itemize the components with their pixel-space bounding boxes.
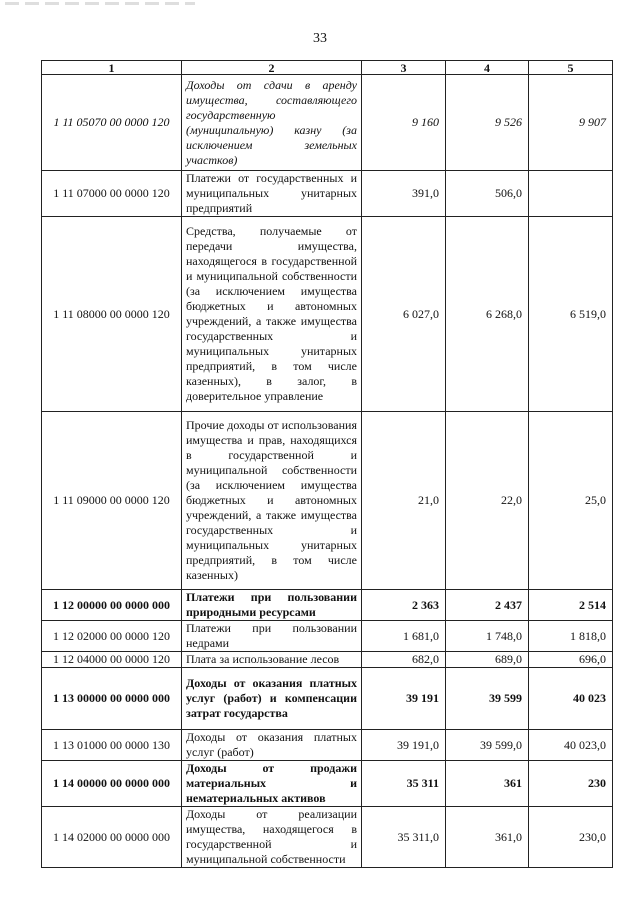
row-value-col-5: 40 023 [529,668,613,730]
row-name-cell: Средства, получаемые от передачи имущества, находящегося в государственной и муниципальной собственности (за исключением имущества бюджетных и автономных учреждений, а также имущества государственных и муниципальных унитарных предприятий, в том числе казенных), в залог, в доверительное управление [182,217,362,412]
header-col-4: 4 [446,61,529,75]
row-name-cell: Доходы от оказания платных услуг (работ) [182,730,362,761]
table-row [42,217,613,412]
table-row [42,652,613,668]
row-value-col-3: 2 363 [362,590,446,621]
header-col-5: 5 [529,61,613,75]
row-name-cell: Доходы от реализации имущества, находящегося в государственной и муниципальной собственности [182,807,362,868]
table-row [42,807,613,868]
row-code-cell: 1 11 08000 00 0000 120 [42,217,182,412]
row-name-cell: Платежи при пользовании природными ресурсами [182,590,362,621]
row-name-cell: Платежи при пользовании недрами [182,621,362,652]
row-value-col-3: 682,0 [362,652,446,668]
row-value-col-5: 230,0 [529,807,613,868]
scan-artifact [5,2,195,5]
table-header-row [42,61,613,75]
row-value-col-5: 6 519,0 [529,217,613,412]
row-value-col-5: 1 818,0 [529,621,613,652]
row-name-cell: Прочие доходы от использования имущества и прав, находящихся в государственной и муниципальной собственности (за исключением имущества бюджетных и автономных учреждений, а также имущества государственных и муниципальных унитарных предприятий, в том числе казенных) [182,412,362,590]
row-code-cell: 1 11 07000 00 0000 120 [42,171,182,217]
row-value-col-5: 696,0 [529,652,613,668]
row-value-col-5: 230 [529,761,613,807]
row-name-cell: Доходы от продажи материальных и нематериальных активов [182,761,362,807]
row-value-col-4: 689,0 [446,652,529,668]
row-value-col-4: 2 437 [446,590,529,621]
row-value-col-4: 39 599 [446,668,529,730]
row-value-col-5: 40 023,0 [529,730,613,761]
table-row [42,590,613,621]
row-name-cell: Плата за использование лесов [182,652,362,668]
row-value-col-5: 9 907 [529,75,613,171]
table-row [42,75,613,171]
page-number: 33 [313,31,327,46]
row-value-col-3: 391,0 [362,171,446,217]
table-row [42,668,613,730]
row-code-cell: 1 12 04000 00 0000 120 [42,652,182,668]
row-code-cell: 1 11 09000 00 0000 120 [42,412,182,590]
row-name-cell: Доходы от оказания платных услуг (работ) и компенсации затрат государства [182,668,362,730]
row-value-col-3: 6 027,0 [362,217,446,412]
row-name-cell: Доходы от сдачи в аренду имущества, составляющего государственную (муниципальную) казну (за исключением земельных участков) [182,75,362,171]
row-value-col-3: 35 311,0 [362,807,446,868]
row-value-col-5 [529,171,613,217]
table-row [42,761,613,807]
row-value-col-3: 39 191 [362,668,446,730]
row-value-col-4: 6 268,0 [446,217,529,412]
row-value-col-4: 361 [446,761,529,807]
table-row [42,730,613,761]
table-row [42,171,613,217]
row-value-col-3: 39 191,0 [362,730,446,761]
row-value-col-5: 25,0 [529,412,613,590]
row-value-col-4: 1 748,0 [446,621,529,652]
row-value-col-3: 9 160 [362,75,446,171]
revenue-table [41,60,613,868]
row-code-cell: 1 12 00000 00 0000 000 [42,590,182,621]
row-code-cell: 1 14 00000 00 0000 000 [42,761,182,807]
row-code-cell: 1 14 02000 00 0000 000 [42,807,182,868]
row-value-col-3: 21,0 [362,412,446,590]
row-value-col-3: 35 311 [362,761,446,807]
row-value-col-4: 39 599,0 [446,730,529,761]
row-value-col-4: 22,0 [446,412,529,590]
row-value-col-3: 1 681,0 [362,621,446,652]
row-code-cell: 1 12 02000 00 0000 120 [42,621,182,652]
row-code-cell: 1 13 00000 00 0000 000 [42,668,182,730]
table-body [42,75,613,868]
row-value-col-5: 2 514 [529,590,613,621]
row-value-col-4: 506,0 [446,171,529,217]
header-col-2: 2 [182,61,362,75]
row-value-col-4: 361,0 [446,807,529,868]
header-col-1: 1 [42,61,182,75]
row-name-cell: Платежи от государственных и муниципальных унитарных предприятий [182,171,362,217]
row-code-cell: 1 13 01000 00 0000 130 [42,730,182,761]
row-code-cell: 1 11 05070 00 0000 120 [42,75,182,171]
table-row [42,621,613,652]
table-row [42,412,613,590]
header-col-3: 3 [362,61,446,75]
row-value-col-4: 9 526 [446,75,529,171]
